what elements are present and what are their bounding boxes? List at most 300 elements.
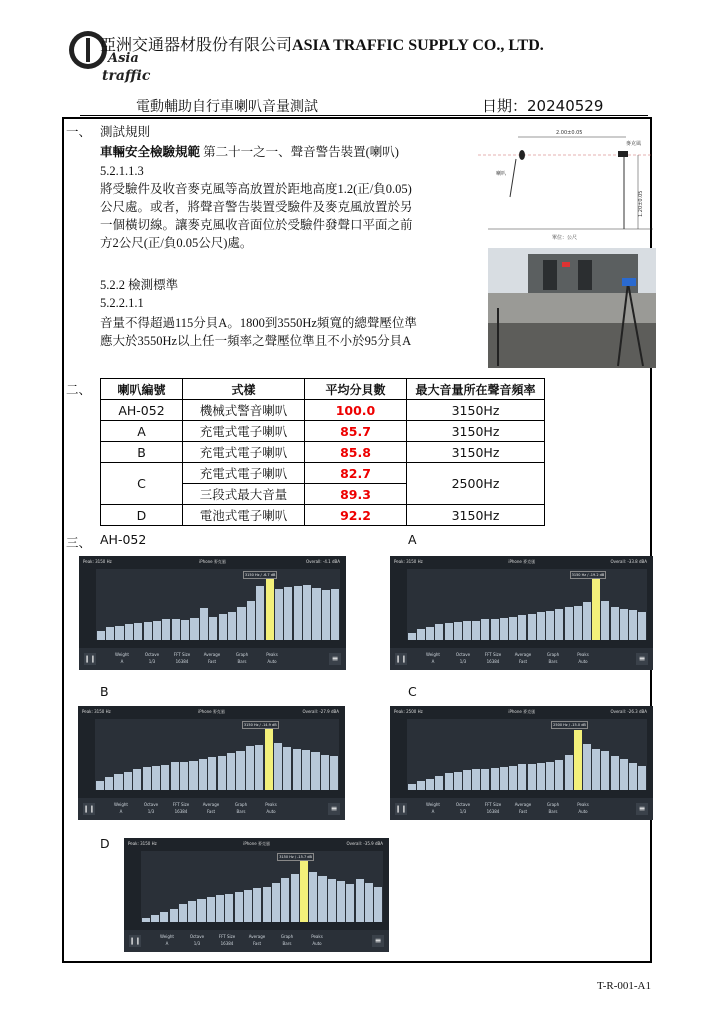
spectrum-bar <box>171 762 179 790</box>
control-value: Bars <box>282 941 292 946</box>
control-weight[interactable] <box>154 933 180 947</box>
horn-type: 三段式最大音量 <box>183 484 305 505</box>
header-avg-db: 平均分貝數 <box>305 379 407 400</box>
spectrum-bar <box>445 623 453 640</box>
analyzer-controls <box>78 798 345 820</box>
criteria-line: 音量不得超過115分貝A。1800到3550Hz頻寬的總聲壓位準 <box>100 316 417 330</box>
pause-icon[interactable]: ❙❙ <box>395 805 407 813</box>
spectrum-bar <box>302 750 310 790</box>
peak-readout: Peak: 3150 Hz <box>394 559 423 564</box>
spectrum-bar <box>235 892 243 922</box>
control-value: Bars <box>548 659 558 664</box>
spectrum-bar <box>454 622 462 640</box>
spectrum-bar <box>491 768 499 790</box>
spectrum-bar <box>151 915 159 922</box>
table-row <box>101 400 545 421</box>
control-peaks[interactable] <box>570 651 596 665</box>
control-key: Graph <box>235 652 249 657</box>
analyzer-screenshot <box>78 706 345 820</box>
control-octave[interactable] <box>450 801 476 815</box>
spectrum-bar <box>188 901 196 922</box>
control-octave[interactable] <box>184 933 210 947</box>
spectrum-bar <box>291 874 299 922</box>
spectrum-bar <box>629 763 637 790</box>
spectrum-bar <box>331 589 339 640</box>
control-key: Octave <box>189 934 205 939</box>
control-value: Fast <box>518 809 528 814</box>
spectrum-bar <box>199 759 207 790</box>
spectrum-bar <box>518 615 526 640</box>
shot-label-b: B <box>100 684 109 699</box>
spectrum-bar <box>161 765 169 790</box>
control-value: 1/3 <box>147 809 155 814</box>
date-value: 20240529 <box>527 97 604 115</box>
peak-tooltip: 2500 Hz / -15.0 dB <box>553 723 586 727</box>
avg-db: 85.7 <box>305 421 407 442</box>
spectrum-bar <box>181 620 189 640</box>
spectrum-bar <box>311 752 319 790</box>
peak-tooltip: 3150 Hz / -15.7 dB <box>279 855 312 859</box>
peak-tooltip: 3150 Hz / -19.2 dB <box>571 573 605 577</box>
spectrum-bar <box>153 621 161 640</box>
spectrum-bar <box>638 612 646 640</box>
section1-number: 一、 <box>66 124 92 139</box>
control-graph[interactable] <box>229 651 255 665</box>
control-value: Auto <box>266 809 276 814</box>
analyzer-screenshot <box>390 706 653 820</box>
control-value: 1/3 <box>459 809 467 814</box>
spectrum-bar <box>189 761 197 790</box>
shot-label-c: C <box>408 684 417 699</box>
spectrum-bar <box>225 894 233 922</box>
control-fft-size[interactable] <box>480 651 506 665</box>
spectrum-bar <box>318 876 326 922</box>
spectrum-bar <box>180 762 188 790</box>
spectrum-bar <box>592 578 600 640</box>
dim-vertical: 1.20±0.05 <box>638 190 644 217</box>
horn-id: AH-052 <box>101 400 183 421</box>
svg-text:Asia: Asia <box>108 51 139 66</box>
control-peaks[interactable] <box>570 801 596 815</box>
control-value: Fast <box>518 659 528 664</box>
spectrum-bar <box>263 887 271 923</box>
horn-id: A <box>101 421 183 442</box>
date-label: 日期： <box>482 97 528 115</box>
overall-readout: Overall: -4.1 dBA <box>305 559 340 564</box>
max-freq: 2500Hz <box>407 463 545 505</box>
control-key: FFT Size <box>484 802 502 807</box>
control-octave[interactable] <box>450 651 476 665</box>
spectrum-bar <box>481 769 489 790</box>
spectrum-bar <box>537 763 545 790</box>
spectrum-bar <box>620 759 628 790</box>
analyzer-controls <box>79 648 346 670</box>
spectrum-bar <box>629 610 637 640</box>
spectrum-bar <box>337 881 345 922</box>
control-value: 16384 <box>174 809 188 814</box>
overall-readout: Overall: -33.8 dBA <box>610 559 647 564</box>
spectrum-bar <box>309 872 317 922</box>
spectrum-bar <box>500 618 508 640</box>
spectrum-bar <box>172 619 180 640</box>
control-key: Graph <box>280 934 294 939</box>
spectrum-bar <box>244 890 252 922</box>
spectrum-bar <box>227 753 235 790</box>
horn-type: 電池式電子喇叭 <box>183 505 305 526</box>
control-value: A <box>120 659 124 664</box>
control-key: Octave <box>455 652 471 657</box>
control-value: Fast <box>252 941 262 946</box>
spectrum-bar <box>417 781 425 790</box>
spectrum-plot <box>141 851 383 922</box>
spectrum-bar <box>500 767 508 790</box>
control-value: Auto <box>267 659 277 664</box>
mic-label: 麥克風 <box>626 141 642 147</box>
control-key: Average <box>203 652 221 657</box>
spectrum-bar <box>200 608 208 640</box>
spectrum-bar <box>611 756 619 790</box>
control-value: A <box>165 941 169 946</box>
clause-5-2-2-1-1: 5.2.2.1.1 <box>100 296 144 310</box>
company-name-en: ASIA TRAFFIC SUPPLY CO., LTD. <box>292 37 544 54</box>
control-key: Octave <box>144 652 160 657</box>
document-title: 電動輔助自行車喇叭音量測試 <box>136 99 318 115</box>
spectrum-bar <box>330 756 338 790</box>
spectrum-bar <box>125 624 133 640</box>
test-site-photo <box>488 248 656 368</box>
horn-id: B <box>101 442 183 463</box>
avg-db: 82.7 <box>305 463 407 484</box>
spectrum-bar <box>266 576 274 640</box>
control-graph[interactable] <box>540 651 566 665</box>
horn-type: 充電式電子喇叭 <box>183 442 305 463</box>
control-average[interactable] <box>198 801 224 815</box>
spectrum-bar <box>509 766 517 790</box>
control-weight[interactable] <box>420 801 446 815</box>
spectrum-bar <box>237 607 245 640</box>
control-value: A <box>431 809 435 814</box>
header-type: 式樣 <box>183 379 305 400</box>
table-row <box>101 442 545 463</box>
criteria-text <box>100 314 480 350</box>
svg-text:traffic: traffic <box>102 68 151 84</box>
input-source: iPhone 麥克風 <box>199 559 226 564</box>
clause-5-2-1-1-3: 5.2.1.1.3 <box>100 164 144 178</box>
peak-tooltip: 3150 Hz / -14.9 dB <box>243 723 277 727</box>
avg-db: 100.0 <box>305 400 407 421</box>
spectrum-bar <box>272 883 280 922</box>
menu-icon[interactable]: ≡ <box>636 803 648 815</box>
control-graph[interactable] <box>228 801 254 815</box>
test-setup-diagram <box>478 125 658 240</box>
spectrum-bar <box>160 912 168 922</box>
spectrum-plot <box>407 719 647 790</box>
spectrum-bar <box>574 606 582 640</box>
spectrum-bar <box>274 743 282 790</box>
peak-readout: Peak: 3150 Hz <box>128 841 157 846</box>
spectrum-bar <box>133 769 141 790</box>
spectrum-bar <box>281 878 289 922</box>
spectrum-bar <box>435 776 443 790</box>
spectrum-bar <box>546 762 554 790</box>
spectrum-bar <box>601 601 609 640</box>
company-name-zh: 亞洲交通器材股份有限公司 <box>100 35 293 54</box>
table-row <box>101 421 545 442</box>
spectrum-bar <box>346 884 354 922</box>
analyzer-header <box>390 706 653 717</box>
control-average[interactable] <box>510 651 536 665</box>
overall-readout: Overall: -27.9 dBA <box>302 709 339 714</box>
spectrum-bar <box>426 779 434 790</box>
spectrum-bar <box>142 918 150 922</box>
analyzer-screenshot <box>124 838 389 952</box>
control-value: Bars <box>237 659 247 664</box>
avg-db: 92.2 <box>305 505 407 526</box>
clause-5-2-2: 5.2.2 檢測標準 <box>100 278 179 292</box>
shot-label-ah052: AH-052 <box>100 532 147 547</box>
control-key: Octave <box>143 802 159 807</box>
control-value: 1/3 <box>459 659 467 664</box>
control-fft-size[interactable] <box>214 933 240 947</box>
spectrum-bar <box>312 588 320 640</box>
analyzer-header <box>390 556 653 567</box>
control-key: Peaks <box>311 934 323 939</box>
spectrum-bar <box>454 772 462 790</box>
dim-horizontal: 2.00±0.05 <box>556 130 583 136</box>
control-key: Weight <box>426 802 440 807</box>
control-key: FFT Size <box>484 652 502 657</box>
control-value: Bars <box>236 809 246 814</box>
control-key: Average <box>514 652 532 657</box>
criteria-line: 應大於3550Hz以上任一頻率之聲壓位準且不小於95分貝A <box>100 334 412 348</box>
control-key: Weight <box>114 802 128 807</box>
control-key: FFT Size <box>173 652 191 657</box>
spectrum-bar <box>105 777 113 790</box>
menu-icon[interactable]: ≡ <box>329 653 341 665</box>
table-header-row <box>101 379 545 400</box>
spectrum-plot <box>407 569 647 640</box>
horn-id: C <box>101 463 183 505</box>
spectrum-bar <box>565 607 573 640</box>
footer-code: T-R-001-A1 <box>597 980 651 992</box>
control-key: FFT Size <box>172 802 190 807</box>
spectrum-bar <box>565 755 573 791</box>
spectrum-bar <box>408 784 416 790</box>
procedure-line: 將受驗件及收音麥克風等高放置於距地高度1.2(正/負0.05) <box>100 182 412 196</box>
control-value: Auto <box>578 809 588 814</box>
control-value: Fast <box>206 809 216 814</box>
spectrum-bar <box>374 887 382 923</box>
analyzer-controls <box>390 648 653 670</box>
spectrum-bar <box>170 909 178 922</box>
control-key: Peaks <box>577 802 589 807</box>
spectrum-bar <box>463 621 471 640</box>
control-average[interactable] <box>244 933 270 947</box>
spectrum-bar <box>620 609 628 640</box>
spectrum-bar <box>555 609 563 640</box>
control-weight[interactable] <box>108 801 134 815</box>
spectrum-bar <box>246 746 254 790</box>
control-weight[interactable] <box>420 651 446 665</box>
rule-reference-bold: 車輛安全檢驗規範 <box>100 144 201 159</box>
test-procedure-text <box>100 180 470 252</box>
control-fft-size[interactable] <box>169 651 195 665</box>
procedure-line: 一個橫切線。讓麥克風收音面位於受驗件發聲口平面之前 <box>100 218 413 232</box>
spectrum-bar <box>247 601 255 640</box>
control-weight[interactable] <box>109 651 135 665</box>
spectrum-bar <box>106 627 114 640</box>
control-key: Octave <box>455 802 471 807</box>
control-peaks[interactable] <box>304 933 330 947</box>
control-value: 1/3 <box>148 659 156 664</box>
spectrum-bar <box>218 756 226 790</box>
spectrum-bar <box>537 612 545 640</box>
pause-icon[interactable]: ❙❙ <box>84 655 96 663</box>
spectrum-bar <box>197 899 205 922</box>
control-value: 16384 <box>486 659 500 664</box>
analyzer-screenshot <box>79 556 346 670</box>
control-graph[interactable] <box>540 801 566 815</box>
spectrum-bar <box>509 617 517 640</box>
spectrum-bar <box>152 766 160 790</box>
control-key: Weight <box>160 934 174 939</box>
pause-icon[interactable]: ❙❙ <box>83 805 95 813</box>
spectrum-bar <box>256 586 264 640</box>
control-value: 16384 <box>220 941 234 946</box>
section2-number: 二、 <box>66 382 92 397</box>
spectrum-bar <box>435 624 443 640</box>
control-key: Graph <box>234 802 248 807</box>
control-peaks[interactable] <box>258 801 284 815</box>
spectrum-bar <box>555 760 563 790</box>
spectrum-bar <box>528 614 536 640</box>
control-average[interactable] <box>199 651 225 665</box>
control-key: FFT Size <box>218 934 236 939</box>
spectrum-bar <box>284 587 292 640</box>
spectrum-bar <box>463 770 471 790</box>
spectrum-bar <box>481 619 489 640</box>
spectrum-bar <box>491 619 499 640</box>
header-divider <box>80 115 648 116</box>
control-key: Average <box>202 802 220 807</box>
spectrum-bar <box>601 751 609 790</box>
spectrum-bar <box>208 757 216 790</box>
spectrum-bar <box>162 619 170 640</box>
spectrum-bar <box>322 590 330 640</box>
control-octave[interactable] <box>138 801 164 815</box>
max-freq: 3150Hz <box>407 505 545 526</box>
input-source: iPhone 麥克風 <box>508 559 536 564</box>
max-freq: 3150Hz <box>407 421 545 442</box>
spectrum-bar <box>134 623 142 640</box>
spectrum-bar <box>518 764 526 790</box>
peak-tooltip: 3150 Hz / -6.7 dB <box>244 573 276 577</box>
spectrum-bar <box>228 612 236 640</box>
control-value: 16384 <box>486 809 500 814</box>
control-key: Peaks <box>266 652 278 657</box>
control-value: Fast <box>207 659 217 664</box>
input-source: iPhone 麥克風 <box>198 709 225 714</box>
header-max-freq: 最大音量所在聲音頻率 <box>407 379 545 400</box>
shot-label-a: A <box>408 532 417 547</box>
spectrum-bar <box>236 751 244 790</box>
control-key: Average <box>514 802 532 807</box>
control-octave[interactable] <box>139 651 165 665</box>
peak-readout: Peak: 2500 Hz <box>394 709 423 714</box>
spectrum-bar <box>365 883 373 922</box>
rule-reference <box>100 143 399 161</box>
menu-icon[interactable]: ≡ <box>372 935 384 947</box>
spectrum-bar <box>321 755 329 791</box>
spectrum-bar <box>207 897 215 922</box>
pause-icon[interactable]: ❙❙ <box>395 655 407 663</box>
spectrum-bar <box>124 772 132 790</box>
shot-label-d: D <box>100 836 110 851</box>
control-peaks[interactable] <box>259 651 285 665</box>
spectrum-bar <box>426 627 434 640</box>
control-fft-size[interactable] <box>480 801 506 815</box>
control-fft-size[interactable] <box>168 801 194 815</box>
spectrum-bar <box>219 614 227 640</box>
control-value: Bars <box>548 809 558 814</box>
spectrum-bar <box>592 749 600 790</box>
spectrum-bar <box>445 773 453 790</box>
spectrum-bar <box>265 728 273 790</box>
control-average[interactable] <box>510 801 536 815</box>
control-value: Auto <box>578 659 588 664</box>
control-key: Graph <box>546 802 560 807</box>
input-source: iPhone 麥克風 <box>243 841 271 846</box>
spectrum-plot <box>95 719 339 790</box>
pause-icon[interactable]: ❙❙ <box>129 937 141 945</box>
control-value: A <box>431 659 435 664</box>
peak-readout: Peak: 3150 Hz <box>83 559 112 564</box>
spectrum-bar <box>209 617 217 640</box>
spectrum-bar <box>408 633 416 640</box>
avg-db: 85.8 <box>305 442 407 463</box>
procedure-line: 公尺處。或者，將聲音警告裝置受驗件及麥克風放置於另 <box>100 200 413 214</box>
spectrum-bar <box>97 631 105 640</box>
horn-type: 充電式電子喇叭 <box>183 421 305 442</box>
spectrum-bar <box>293 749 301 790</box>
analyzer-header <box>79 556 346 567</box>
overall-readout: Overall: -35.9 dBA <box>346 841 383 846</box>
menu-icon[interactable]: ≡ <box>328 803 340 815</box>
table-row <box>101 463 545 484</box>
analyzer-header <box>124 838 389 849</box>
spectrum-bar <box>546 611 554 640</box>
spectrum-bar <box>356 879 364 922</box>
input-source: iPhone 麥克風 <box>508 709 536 714</box>
control-key: Peaks <box>577 652 589 657</box>
horn-id: D <box>101 505 183 526</box>
menu-icon[interactable]: ≡ <box>636 653 648 665</box>
max-freq: 3150Hz <box>407 400 545 421</box>
control-key: Graph <box>546 652 560 657</box>
analyzer-controls <box>390 798 653 820</box>
spectrum-bar <box>190 618 198 640</box>
spectrum-bar <box>283 747 291 790</box>
section3-number: 三、 <box>66 535 92 550</box>
analyzer-controls <box>124 930 389 952</box>
spectrum-bar <box>583 744 591 790</box>
spectrum-bar <box>179 904 187 922</box>
control-graph[interactable] <box>274 933 300 947</box>
analyzer-header <box>78 706 345 717</box>
spectrum-bar <box>417 629 425 640</box>
peak-readout: Peak: 3150 Hz <box>82 709 111 714</box>
spectrum-bar <box>574 730 582 790</box>
